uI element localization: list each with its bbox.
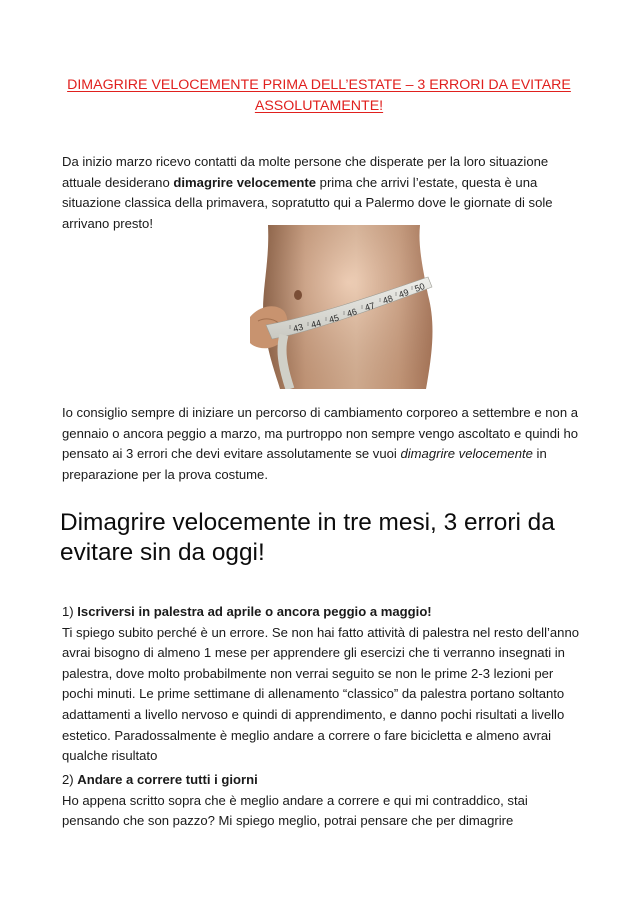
document-title: DIMAGRIRE VELOCEMENTE PRIMA DELL’ESTATE – 3 ERRORI DA EVITARE ASSOLUTAMENTE!	[67, 77, 571, 114]
svg-text:46: 46	[345, 306, 359, 319]
svg-text:47: 47	[363, 300, 377, 313]
error-1-title: Iscriversi in palestra ad aprile o ancora peggio a maggio!	[77, 604, 432, 619]
section-heading: Dimagrire velocemente in tre mesi, 3 errori da evitare sin da oggi!	[60, 509, 555, 566]
error-2-number: 2)	[62, 772, 74, 787]
error-1-body: Ti spiego subito perché è un errore. Se non hai fatto attività di palestra nel resto dell’anno avrai bisogno di almeno 1 mese per apprendere gli esercizi che ti verranno insegnati in palestra, dove molto probabilmente non verrai seguito se non le prime 2-3 lezioni per pochi minuti. Le prime settimane di allenamento “classico” da palestra portano soltanto adattamenti a livello nervoso e quindi di apprendimento, e danno pochi risultati a livello estetico. Paradossalmente è meglio andare a correre o fare bicicletta e almeno avrai qualche risultato	[62, 624, 580, 764]
waist-measuring-tape-photo	[250, 225, 438, 389]
error-2-body: Ho appena scritto sopra che è meglio andare a correre e qui mi contraddico, stai pensando che son pazzo? Mi spiego meglio, potrai pensare che per dimagrire	[62, 792, 528, 829]
intro-text-2: prima che arrivi l’estate, questa è una situazione classica della primavera, sopratutto qui a Palermo dove le giornate di sole arrivano presto!	[62, 174, 553, 231]
svg-text:43: 43	[292, 321, 305, 334]
advice-paragraph	[62, 403, 582, 485]
error-2-block	[62, 770, 582, 832]
svg-text:45: 45	[327, 312, 341, 325]
intro-text-1: Da inizio marzo ricevo contatti da molte persone che disperate per la loro situazione attuale desiderano	[62, 154, 549, 190]
svg-text:50: 50	[413, 281, 427, 294]
photo-illustration	[250, 225, 438, 389]
intro-paragraph	[62, 152, 582, 234]
svg-text:48: 48	[381, 293, 395, 306]
svg-text:49: 49	[397, 287, 411, 300]
error-1-block	[62, 602, 582, 767]
advice-text-2: in preparazione per la prova costume.	[62, 446, 547, 482]
error-2-title: Andare a correre tutti i giorni	[77, 772, 258, 787]
svg-text:44: 44	[309, 317, 323, 330]
intro-bold-keyword: dimagrire velocemente	[173, 174, 317, 190]
advice-text-1: Io consiglio sempre di iniziare un percorso di cambiamento corporeo a settembre e non a gennaio o ancora peggio a marzo, ma purtroppo non sempre vengo ascoltato e quindi ho pensato ai 3 errori che devi evitare assolutamente se vuoi	[62, 405, 579, 462]
advice-italic-keyword: dimagrire velocemente	[400, 446, 533, 462]
error-1-number: 1)	[62, 604, 74, 619]
